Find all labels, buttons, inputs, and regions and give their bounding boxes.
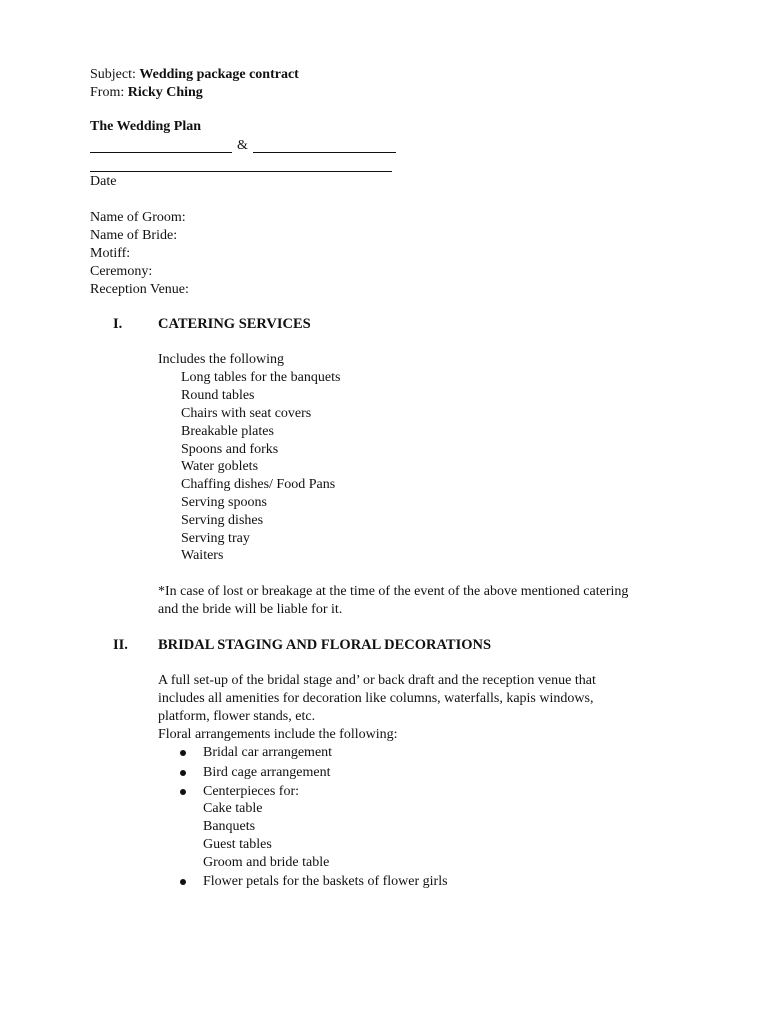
field-ceremony: Ceremony: xyxy=(90,264,153,279)
date-blank-line xyxy=(90,171,392,172)
catering-item: Water goblets xyxy=(181,459,259,474)
catering-item: Serving tray xyxy=(181,531,250,546)
catering-item: Serving dishes xyxy=(181,513,264,528)
groom-blank-line xyxy=(90,152,232,153)
from-line xyxy=(90,84,203,102)
field-reception-venue: Reception Venue: xyxy=(90,282,189,297)
catering-item: Breakable plates xyxy=(181,424,274,439)
section2-numeral: II. xyxy=(113,637,128,653)
catering-item: Serving spoons xyxy=(181,495,267,510)
section1-numeral: I. xyxy=(113,316,123,332)
catering-item: Chaffing dishes/ Food Pans xyxy=(181,477,336,492)
floral-bullet-item: Bird cage arrangement xyxy=(203,765,331,780)
section2-paragraph-line2: includes all amenities for decoration like columns, waterfalls, kapis windows, xyxy=(158,691,594,706)
from-value: Ricky Ching xyxy=(127,85,203,100)
section1-note-line2: and the bride will be liable for it. xyxy=(158,602,343,617)
catering-item: Waiters xyxy=(181,548,224,563)
plan-title: The Wedding Plan xyxy=(90,119,202,134)
bullet-dot xyxy=(180,879,186,885)
date-label: Date xyxy=(90,174,117,189)
subject-label: Subject: xyxy=(90,67,136,82)
section1-intro: Includes the following xyxy=(158,352,284,367)
centerpiece-subitem: Guest tables xyxy=(203,837,272,852)
section1-title: CATERING SERVICES xyxy=(158,316,311,332)
field-bride: Name of Bride: xyxy=(90,228,178,243)
bride-blank-line xyxy=(253,152,396,153)
ampersand: & xyxy=(237,138,248,153)
subject-line xyxy=(90,66,299,84)
section2-paragraph-line1: A full set-up of the bridal stage and’ or back draft and the reception venue that xyxy=(158,673,596,688)
catering-item: Chairs with seat covers xyxy=(181,406,312,421)
floral-bullet-item: Centerpieces for: xyxy=(203,784,300,799)
bullet-dot xyxy=(180,750,186,756)
centerpiece-subitem: Cake table xyxy=(203,801,263,816)
floral-intro: Floral arrangements include the following: xyxy=(158,727,398,742)
subject-value: Wedding package contract xyxy=(139,67,299,82)
centerpiece-subitem: Banquets xyxy=(203,819,256,834)
field-motiff: Motiff: xyxy=(90,246,131,261)
from-label: From: xyxy=(90,85,125,100)
catering-item: Spoons and forks xyxy=(181,442,279,457)
section2-paragraph-line3: platform, flower stands, etc. xyxy=(158,709,316,724)
floral-bullet-item: Flower petals for the baskets of flower girls xyxy=(203,874,448,889)
catering-item: Long tables for the banquets xyxy=(181,370,341,385)
section2-title: BRIDAL STAGING AND FLORAL DECORATIONS xyxy=(158,637,492,653)
section1-note-line1: *In case of lost or breakage at the time of the event of the above mentioned catering xyxy=(158,584,629,599)
catering-item: Round tables xyxy=(181,388,255,403)
field-groom: Name of Groom: xyxy=(90,210,186,225)
floral-bullet-item: Bridal car arrangement xyxy=(203,745,333,760)
bullet-dot xyxy=(180,789,186,795)
centerpiece-subitem: Groom and bride table xyxy=(203,855,330,870)
bullet-dot xyxy=(180,770,186,776)
